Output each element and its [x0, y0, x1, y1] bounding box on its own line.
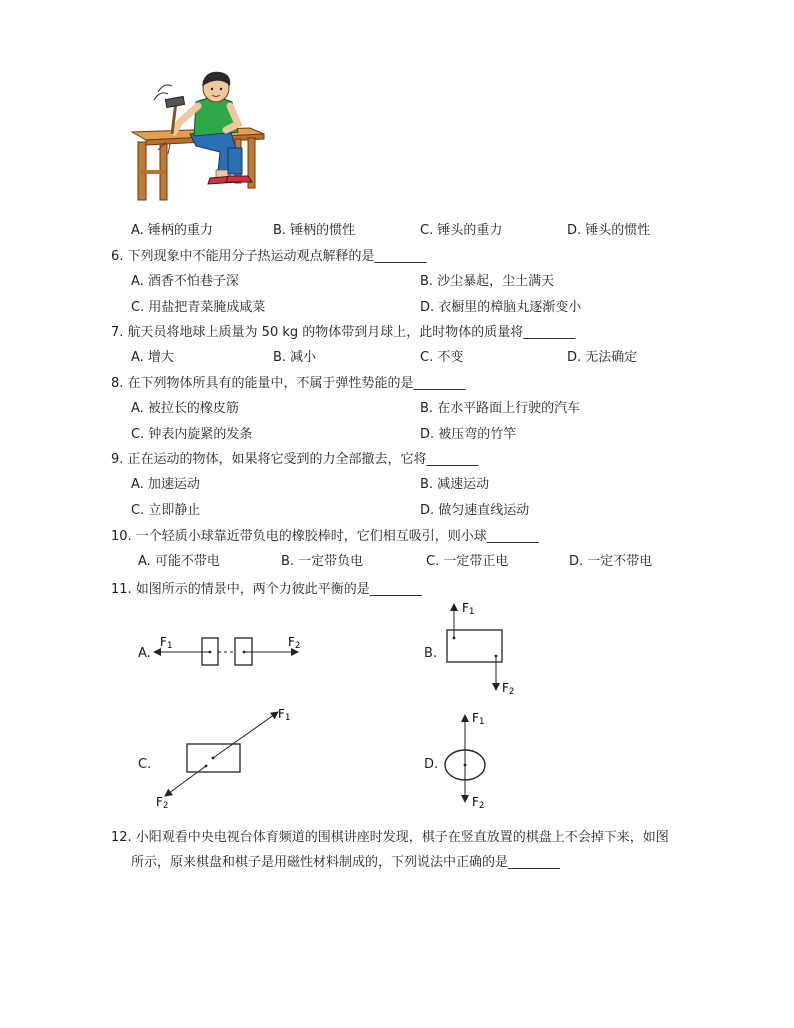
q7-option-b[interactable]: B. 减小	[273, 350, 317, 365]
q11-diagram-d-label[interactable]: D.	[424, 757, 439, 772]
q11-diagram-a-label[interactable]: A.	[138, 646, 151, 661]
q7-stem: 7. 航天员将地球上质量为 50 kg 的物体带到月球上，此时物体的质量将________	[111, 325, 576, 340]
q9-option-c[interactable]: C. 立即静止	[131, 503, 201, 518]
q6-option-d[interactable]: D. 衣橱里的樟脑丸逐渐变小	[420, 300, 582, 315]
q6-option-b[interactable]: B. 沙尘暴起，尘土满天	[420, 274, 555, 289]
q8-option-c[interactable]: C. 钟表内旋紧的发条	[131, 427, 253, 442]
q8-option-b[interactable]: B. 在水平路面上行驶的汽车	[420, 401, 581, 416]
q7-option-c[interactable]: C. 不变	[420, 350, 464, 365]
q11-c-f2-arrow	[165, 766, 206, 796]
q9-option-b[interactable]: B. 减速运动	[420, 477, 490, 492]
q11-b-box	[447, 630, 502, 662]
q11-b-f2-label: F2	[502, 681, 515, 697]
q11-diagram-b	[440, 600, 530, 700]
q12-stem-line2: 所示，原来棋盘和棋子是用磁性材料制成的，下列说法中正确的是________	[131, 855, 561, 870]
q6-stem: 6. 下列现象中不能用分子热运动观点解释的是________	[111, 249, 427, 264]
q11-diagram-d	[440, 710, 510, 814]
q12-stem-line1: 12. 小阳观看中央电视台体育频道的围棋讲座时发现，棋子在竖直放置的棋盘上不会掉下来，如图	[111, 830, 669, 845]
q7-option-a[interactable]: A. 增大	[131, 350, 174, 365]
q11-diagram-c	[150, 706, 300, 810]
q11-d-f1-label: F1	[472, 711, 485, 727]
q11-c-f1-label: F1	[278, 707, 291, 723]
q11-c-f1-arrow	[213, 712, 278, 758]
q11-b-f1-label: F1	[462, 601, 475, 617]
q11-diagram-b-label[interactable]: B.	[424, 646, 438, 661]
q8-option-a[interactable]: A. 被拉长的橡皮筋	[131, 401, 239, 416]
q10-option-c[interactable]: C. 一定带正电	[426, 554, 509, 569]
q5-option-a[interactable]: A. 锤柄的重力	[131, 223, 213, 238]
q11-a-f2-label: F2	[288, 635, 301, 651]
q8-stem: 8. 在下列物体所具有的能量中，不属于弹性势能的是________	[111, 376, 466, 391]
q9-option-d[interactable]: D. 做匀速直线运动	[420, 503, 530, 518]
q11-diagram-a	[150, 628, 310, 673]
q10-option-a[interactable]: A. 可能不带电	[138, 554, 220, 569]
hammer-boy-illustration	[130, 72, 270, 204]
q9-stem: 9. 正在运动的物体，如果将它受到的力全部撤去，它将________	[111, 452, 479, 467]
q7-option-d[interactable]: D. 无法确定	[567, 350, 638, 365]
q11-d-f2-label: F2	[472, 795, 485, 811]
q11-a-f1-label: F1	[160, 635, 173, 651]
q9-option-a[interactable]: A. 加速运动	[131, 477, 200, 492]
q8-option-d[interactable]: D. 被压弯的竹竿	[420, 427, 517, 442]
q10-option-b[interactable]: B. 一定带负电	[281, 554, 364, 569]
q5-option-c[interactable]: C. 锤头的重力	[420, 223, 503, 238]
q10-option-d[interactable]: D. 一定不带电	[569, 554, 653, 569]
q11-stem: 11. 如图所示的情景中，两个力彼此平衡的是________	[111, 582, 422, 597]
q6-option-c[interactable]: C. 用盐把青菜腌成咸菜	[131, 300, 266, 315]
q10-stem: 10. 一个轻质小球靠近带负电的橡胶棒时，它们相互吸引，则小球________	[111, 529, 539, 544]
q5-option-b[interactable]: B. 锤柄的惯性	[273, 223, 356, 238]
q6-option-a[interactable]: A. 酒香不怕巷子深	[131, 274, 239, 289]
q5-option-d[interactable]: D. 锤头的惯性	[567, 223, 651, 238]
q11-diagram-c-label[interactable]: C.	[138, 757, 152, 772]
q11-c-f2-label: F2	[156, 795, 169, 811]
